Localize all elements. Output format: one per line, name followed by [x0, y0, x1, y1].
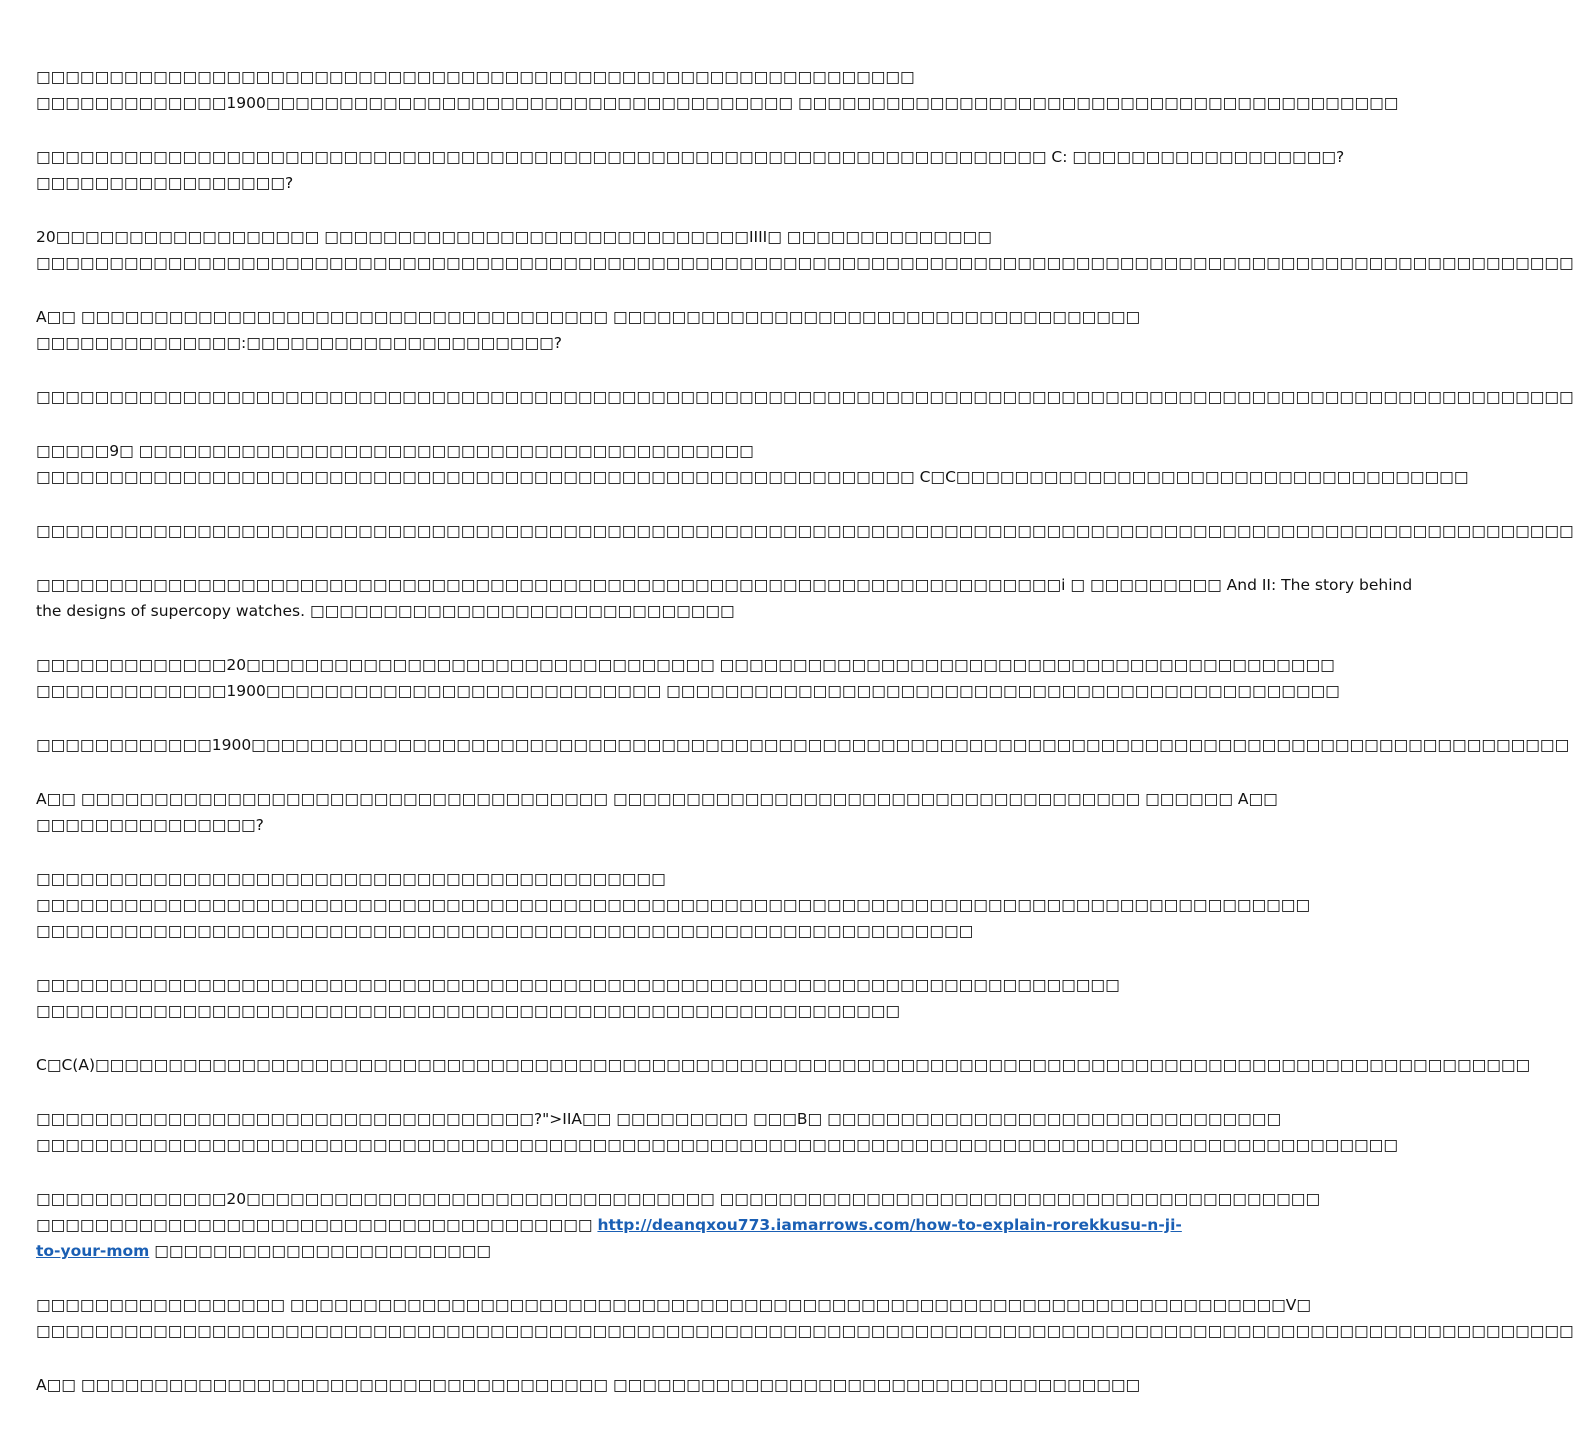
- text-segment: □□□□□□□□□□□□□□□□□□□□□□□□□□□□□□□□□□□□□□□□□□□□□□□□□□□□□□□□□□□□□□□□□□□□□□□□□□□□□□□□□□□□□□□□□□□□□□□□□□□□□□□□□: [36, 1322, 1574, 1340]
- text-line: [36, 464, 1469, 490]
- text-line: [36, 1318, 1574, 1344]
- text-segment: □□□□□□□□□□□□□□:□□□□□□□□□□□□□□□□□□□□□?: [36, 334, 563, 352]
- paragraph: [36, 224, 1574, 276]
- hyperlink[interactable]: to-your-mom: [36, 1242, 150, 1260]
- paragraph: [36, 438, 1469, 490]
- text-segment: □□□□□□□□□□□□□□□□□□□□□□□□□□□□□□□□□□□□□□□□□□□□□□□□□□□□□□□□□□□□□□□□□□□□□□□□□□: [36, 976, 1120, 994]
- paragraph: [36, 786, 1278, 838]
- text-line: [36, 866, 989, 892]
- text-line: [36, 304, 1141, 330]
- paragraph: [36, 1292, 1574, 1344]
- text-segment: C□C(A)□□□□□□□□□□□□□□□□□□□□□□□□□□□□□□□□□□□□□□□□□□□□□□□□□□□□□□□□□□□□□□□□□□□□□□□□□□□□□□□□□□□□□□□□□□□□□□□□□□: [36, 1056, 1531, 1074]
- text-segment: □□□□□□□□□□□□□□□□□□□□□□□□□□□□□□□□□□□□□□□□□□□□□□□□□□□□□□□□□□□□□□□□□□□□□□i □ □□□□□□□□□ And II: The story behind: [36, 576, 1413, 594]
- text-segment: □□□□□□□□□□□□□20□□□□□□□□□□□□□□□□□□□□□□□□□□□□□□□□ □□□□□□□□□□□□□□□□□□□□□□□□□□□□□□□□□□□□□□□□□□: [36, 656, 1335, 674]
- text-segment: □□□□□□□□□□□□□□□□□□□□□□□□□□□□□□□□□□?">IIA□□ □□□□□□□□□ □□□B□ □□□□□□□□□□□□□□□□□□□□□□□□□□□□□□□: [36, 1110, 1282, 1128]
- text-line: [36, 170, 989, 196]
- text-segment: □□□□□□□□□□□□□□□□□□□□□□□□□□□□□□□□□□□□□□□□□□□□□□□□□□□□□□□□□□□□□□□□□□□□□□□□□□□□□□□□□□□□□□□□□□□□□□□□□□□□□□□□□: [36, 522, 1574, 540]
- paragraph: [36, 866, 1311, 944]
- text-line: [36, 438, 989, 464]
- text-segment: A□□ □□□□□□□□□□□□□□□□□□□□□□□□□□□□□□□□□□□□ □□□□□□□□□□□□□□□□□□□□□□□□□□□□□□□□□□□□: [36, 1376, 1141, 1394]
- text-segment: □□□□□□□□□□□□□□□□□□□□□□□: [149, 1242, 492, 1260]
- text-line: [36, 998, 989, 1024]
- text-line: [36, 330, 989, 356]
- text-line: [36, 786, 1278, 812]
- paragraph: [36, 384, 1574, 410]
- text-line: [36, 1292, 1311, 1318]
- text-segment: □□□□□□□□□□□□□□□?: [36, 816, 264, 834]
- text-segment: □□□□□□□□□□□□□□□□□□□□□□□□□□□□□□□□□□□□□□□□□□□□□□□□□□□□□□□□□□□□□□□□□□□□□□□□□□□□□□□□□□□□□□□□□□□□□□□□□□□□□□□□□: [36, 388, 1574, 406]
- text-line: [36, 1212, 1182, 1238]
- text-segment: □□□□□□□□□□□□□□□□□ □□□□□□□□□□□□□□□□□□□□□□□□□□□□□□□□□□□□□□□□□□□□□□□□□□□□□□□□□□□□□□□□□□□□V□: [36, 1296, 1311, 1314]
- text-segment: □□□□□□□□□□□□□1900□□□□□□□□□□□□□□□□□□□□□□□□□□□ □□□□□□□□□□□□□□□□□□□□□□□□□□□□□□□□□□□□□□□□□□□□□□: [36, 682, 1340, 700]
- text-line: [36, 678, 1340, 704]
- text-segment: □□□□□□□□□□□□□□□□□□□□□□□□□□□□□□□□□□□□□□□□□□□□□□□□□□□□□□□□□□□□□□□□□□□□□□□□□□□□□□□□□□□□□□□□□□□□□□□□□□□□□□□□□: [36, 254, 1574, 272]
- paragraph: [36, 972, 1120, 1024]
- text-segment: □□□□□□□□□□□□1900□□□□□□□□□□□□□□□□□□□□□□□□□□□□□□□□□□□□□□□□□□□□□□□□□□□□□□□□□□□□□□□□□□□□□□□□□□□□□□□□□□□□□□□□□□: [36, 736, 1570, 754]
- text-segment: □□□□□□□□□□□□□□□□□□□□□□□□□□□□□□□□□□□□□□□□□□□□□□□□□□□□□□□□□□□: [36, 1002, 901, 1020]
- text-line: [36, 1052, 1531, 1078]
- paragraph: [36, 64, 1399, 116]
- paragraph: [36, 572, 1413, 624]
- text-segment: □□□□□□□□□□□□□□□□□□□□□□□□□□□□□□□□□□□□□□□□□□□□□□□□□□□□□□□□□□□□□□□□: [36, 922, 974, 940]
- text-line: [36, 892, 1311, 918]
- paragraph: [36, 652, 1340, 704]
- text-segment: □□□□□□□□□□□□□20□□□□□□□□□□□□□□□□□□□□□□□□□□□□□□□□ □□□□□□□□□□□□□□□□□□□□□□□□□□□□□□□□□□□□□□□□□: [36, 1190, 1321, 1208]
- text-segment: 20□□□□□□□□□□□□□□□□□□ □□□□□□□□□□□□□□□□□□□□□□□□□□□□□IIII□ □□□□□□□□□□□□□□: [36, 228, 992, 246]
- text-segment: A□□ □□□□□□□□□□□□□□□□□□□□□□□□□□□□□□□□□□□□ □□□□□□□□□□□□□□□□□□□□□□□□□□□□□□□□□□□□ □□□□□□ A□□: [36, 790, 1278, 808]
- text-line: [36, 1132, 1398, 1158]
- hyperlink[interactable]: http://deanqxou773.iamarrows.com/how-to-explain-rorekkusu-n-ji-: [597, 1216, 1182, 1234]
- text-segment: □□□□□□□□□□□□□□□□□?: [36, 174, 294, 192]
- text-line: [36, 250, 1574, 276]
- text-line: [36, 1238, 989, 1264]
- text-segment: □□□□□□□□□□□□□□□□□□□□□□□□□□□□□□□□□□□□□□□□□□□□□□□□□□□□□□□□□□□□: [36, 68, 915, 86]
- text-segment: □□□□□□□□□□□□□1900□□□□□□□□□□□□□□□□□□□□□□□□□□□□□□□□□□□□ □□□□□□□□□□□□□□□□□□□□□□□□□□□□□□□□□□□□□□□□□: [36, 94, 1399, 112]
- text-segment: □□□□□□□□□□□□□□□□□□□□□□□□□□□□□□□□□□□□□□: [36, 1216, 598, 1234]
- text-line: [36, 1106, 1282, 1132]
- paragraph: [36, 144, 1345, 196]
- text-line: [36, 1186, 1321, 1212]
- text-line: [36, 90, 1399, 116]
- text-line: [36, 224, 992, 250]
- text-line: [36, 518, 1574, 544]
- text-line: [36, 972, 1120, 998]
- text-line: [36, 1372, 1141, 1398]
- paragraph: [36, 1372, 1141, 1398]
- text-line: [36, 598, 989, 624]
- text-line: [36, 64, 989, 90]
- text-line: [36, 732, 1570, 758]
- text-segment: □□□□□□□□□□□□□□□□□□□□□□□□□□□□□□□□□□□□□□□□□□□□□□□□□□□□□□□□□□□□□□□□□□□□□□□□□□□□□□□□□□□□□□□: [36, 896, 1311, 914]
- paragraph: [36, 304, 1141, 356]
- text-line: [36, 812, 989, 838]
- text-line: [36, 144, 1345, 170]
- text-segment: □□□□□□□□□□□□□□□□□□□□□□□□□□□□□□□□□□□□□□□□□□□□□□□□□□□□□□□□□□□□ C□C□□□□□□□□□□□□□□□□□□□□□□□□□□□□□□□□□□□: [36, 468, 1469, 486]
- text-segment: A□□ □□□□□□□□□□□□□□□□□□□□□□□□□□□□□□□□□□□□ □□□□□□□□□□□□□□□□□□□□□□□□□□□□□□□□□□□□: [36, 308, 1141, 326]
- text-line: [36, 572, 1413, 598]
- document-body: [36, 64, 1574, 1398]
- text-line: [36, 918, 989, 944]
- text-line: [36, 652, 1335, 678]
- text-segment: □□□□□9□ □□□□□□□□□□□□□□□□□□□□□□□□□□□□□□□□□□□□□□□□□□: [36, 442, 754, 460]
- paragraph: [36, 1052, 1531, 1078]
- text-segment: □□□□□□□□□□□□□□□□□□□□□□□□□□□□□□□□□□□□□□□□□□□□□□□□□□□□□□□□□□□□□□□□□□□□□ C: □□□□□□□□□□□□□□□□□□?: [36, 148, 1345, 166]
- paragraph: [36, 732, 1570, 758]
- text-segment: the designs of supercopy watches. □□□□□□□□□□□□□□□□□□□□□□□□□□□□□: [36, 602, 735, 620]
- paragraph: [36, 1106, 1398, 1158]
- paragraph: [36, 1186, 1321, 1264]
- text-segment: □□□□□□□□□□□□□□□□□□□□□□□□□□□□□□□□□□□□□□□□□□□□□□□□□□□□□□□□□□□□□□□□□□□□□□□□□□□□□□□□□□□□□□□□□□□□□: [36, 1136, 1398, 1154]
- text-line: [36, 384, 1574, 410]
- paragraph: [36, 518, 1574, 544]
- text-segment: □□□□□□□□□□□□□□□□□□□□□□□□□□□□□□□□□□□□□□□□□□□: [36, 870, 666, 888]
